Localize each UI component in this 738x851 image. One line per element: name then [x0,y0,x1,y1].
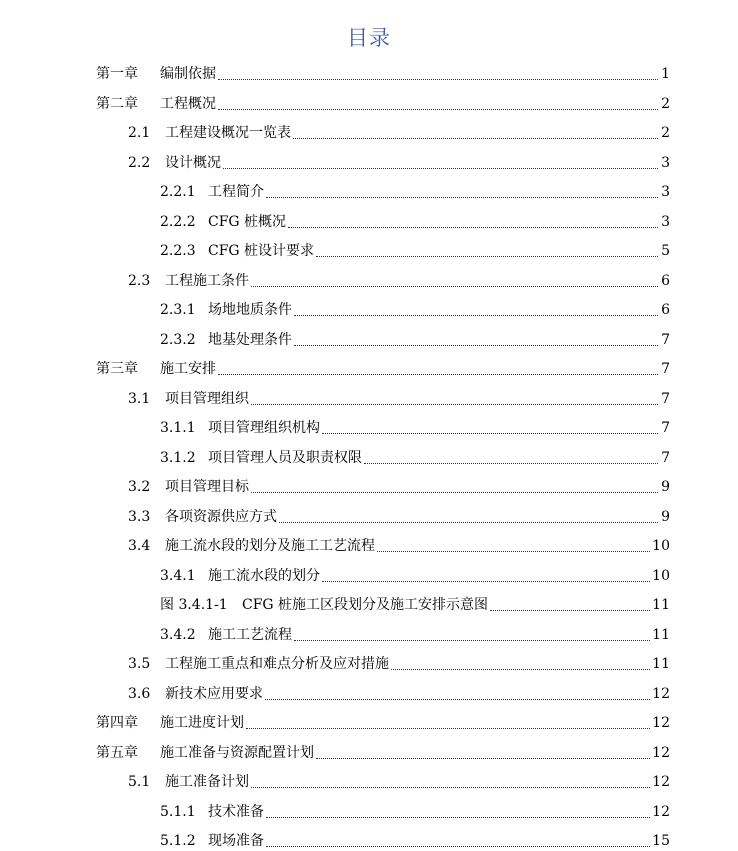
toc-entry[interactable] [160,798,670,822]
toc-entry-title: 工程施工条件 [165,272,249,289]
toc-entry-number: 5.1.2 [160,833,196,849]
toc-title: 目录 [347,26,391,50]
toc-entry[interactable] [96,739,670,763]
dot-leader [377,550,650,552]
toc-entry-title: 施工流水段的划分及施工工艺流程 [165,538,375,554]
toc-entry-page: 7 [661,361,670,377]
toc-entry-page: 7 [661,390,670,407]
toc-entry-title: 工程建设概况一览表 [165,125,291,141]
dot-leader [251,491,658,493]
toc-entry-page: 7 [661,331,670,348]
toc-entry[interactable] [128,267,670,291]
toc-entry-title: 施工安排 [160,361,216,377]
toc-entry-number: 3.1.2 [160,449,196,466]
toc-entry-title: CFG 桩概况 [208,213,287,230]
dot-leader [223,167,658,169]
toc-entry-page: 3 [661,213,670,230]
dot-leader [294,314,658,316]
toc-entry-number: 2.3 [128,272,151,289]
dot-leader [246,727,650,729]
toc-entry-title: 施工准备与资源配置计划 [160,744,314,761]
toc-entry-page: 10 [652,538,670,554]
dot-leader [490,609,650,611]
toc-entry-title: 现场准备 [208,833,264,849]
toc-entry-number: 3.4.2 [160,626,196,643]
toc-entry-title: 编制依据 [160,66,216,82]
dot-leader [364,462,658,464]
toc-entry-page: 2 [661,95,670,112]
toc-entry-number: 第一章 [96,66,138,82]
toc-entry[interactable] [160,444,670,468]
dot-leader [266,196,658,198]
toc-entry[interactable] [160,296,670,320]
dot-leader [316,255,658,257]
toc-entry-number: 第四章 [96,715,138,731]
toc-entry-number: 2.2.1 [160,184,196,200]
toc-entry-page: 12 [652,774,670,790]
toc-entry-page: 11 [652,597,670,613]
dot-leader [218,108,658,110]
toc-entry-page: 6 [661,302,670,318]
dot-leader [266,845,650,847]
toc-entry[interactable] [160,208,670,232]
toc-entry-page: 5 [661,243,670,259]
dot-leader [294,639,650,641]
toc-entry[interactable] [128,532,670,556]
dot-leader [266,816,650,818]
toc-entry[interactable] [160,827,670,851]
dot-leader [279,521,658,523]
toc-entry[interactable] [160,414,670,438]
toc-entry-page: 12 [652,685,670,702]
toc-entry-title: 施工准备计划 [165,774,249,790]
toc-entry-number: 3.4.1 [160,567,196,584]
toc-entry[interactable] [160,562,670,586]
dot-leader [265,698,650,700]
toc-entry[interactable] [128,650,670,674]
dot-leader [316,757,650,759]
toc-entry-title: 地基处理条件 [208,331,292,348]
toc-entry-title: 技术准备 [208,803,264,820]
toc-entry-page: 9 [661,508,670,525]
toc-entry-page: 3 [661,184,670,200]
dot-leader [322,580,650,582]
toc-entry-title: 场地地质条件 [208,302,292,318]
toc-entry[interactable] [128,473,670,497]
toc-entry-number: 3.2 [128,479,151,495]
dot-leader [218,78,658,80]
toc-entry-page: 7 [661,420,670,436]
toc-entry-title: 新技术应用要求 [165,685,263,702]
toc-entry[interactable] [128,385,670,409]
toc-entry-number: 5.1 [128,774,151,790]
toc-entry-title: CFG 桩设计要求 [208,243,315,259]
toc-entry-title: 施工工艺流程 [208,626,292,643]
toc-entry[interactable] [128,768,670,792]
toc-entry[interactable] [160,621,670,645]
toc-entry-title: 项目管理人员及职责权限 [208,449,362,466]
toc-entry[interactable] [128,119,670,143]
toc-entry[interactable] [160,178,670,202]
toc-entry-page: 2 [661,125,670,141]
toc-entry-page: 11 [652,626,670,643]
toc-entry-page: 7 [661,449,670,466]
toc-entry-title: 工程施工重点和难点分析及应对措施 [165,656,389,672]
toc-entry-number: 第五章 [96,744,138,761]
toc-entry-page: 15 [652,833,670,849]
toc-entry[interactable] [160,591,670,615]
dot-leader [288,226,658,228]
toc-entry-page: 11 [652,656,670,672]
toc-entry-number: 5.1.1 [160,803,196,820]
toc-entry-number: 3.1 [128,390,151,407]
toc-entry-page: 3 [661,154,670,171]
toc-entry-page: 1 [661,66,670,82]
toc-entry-title: 工程概况 [160,95,216,112]
toc-entry-title: 工程简介 [208,184,264,200]
toc-entry-number: 图 3.4.1-1 [160,597,228,613]
toc-entry[interactable] [128,680,670,704]
toc-entry-page: 12 [652,715,670,731]
toc-entry[interactable] [160,326,670,350]
toc-entry-title: 项目管理目标 [165,479,249,495]
toc-entry[interactable] [96,90,670,114]
toc-entry-page: 6 [661,272,670,289]
toc-entry-title: 设计概况 [165,154,221,171]
toc-entry-page: 9 [661,479,670,495]
toc-entry-page: 12 [652,744,670,761]
toc-entry-number: 2.2.3 [160,243,196,259]
toc-entry-title: 各项资源供应方式 [165,508,277,525]
toc-entry-title: 施工流水段的划分 [208,567,320,584]
toc-entry-number: 2.2 [128,154,151,171]
toc-entry-number: 3.3 [128,508,151,525]
toc-entry-number: 3.4 [128,538,151,554]
toc-entry-title: CFG 桩施工区段划分及施工安排示意图 [242,597,489,613]
toc-entry-page: 10 [652,567,670,584]
toc-entry[interactable] [128,503,670,527]
toc-entry-title: 项目管理组织 [165,390,249,407]
toc-entry-number: 2.3.2 [160,331,196,348]
toc-entry-number: 2.2.2 [160,213,196,230]
toc-entry[interactable] [96,709,670,733]
toc-entry[interactable] [96,355,670,379]
dot-leader [251,285,658,287]
dot-leader [294,344,658,346]
toc-entry-number: 2.3.1 [160,302,196,318]
toc-entry-number: 第二章 [96,95,138,112]
dot-leader [322,432,658,434]
toc-entry-number: 3.5 [128,656,151,672]
toc-entry-number: 2.1 [128,125,151,141]
toc-entry[interactable] [160,237,670,261]
dot-leader [251,403,658,405]
toc-entry-number: 3.1.1 [160,420,196,436]
dot-leader [218,373,658,375]
toc-entry-number: 3.6 [128,685,151,702]
toc-entry[interactable] [128,149,670,173]
dot-leader [251,786,650,788]
dot-leader [391,668,650,670]
toc-entry-number: 第三章 [96,361,138,377]
toc-entry-page: 12 [652,803,670,820]
toc-entry[interactable] [96,60,670,84]
toc-entry-title: 施工进度计划 [160,715,244,731]
dot-leader [293,137,658,139]
toc-entry-title: 项目管理组织机构 [208,420,320,436]
